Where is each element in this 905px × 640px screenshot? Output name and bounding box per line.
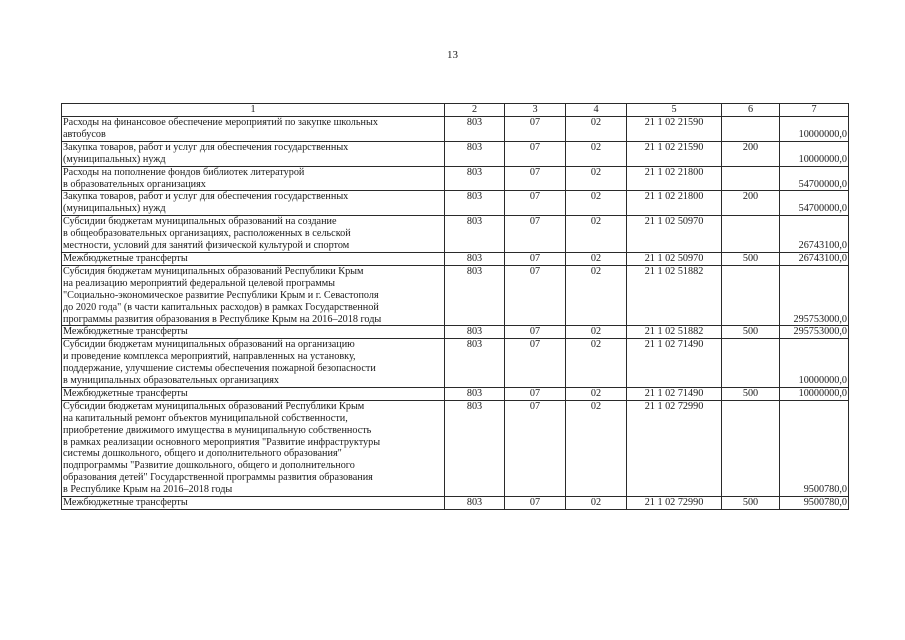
- table-row: [62, 252, 849, 265]
- subsection-code-cell: 02: [566, 400, 627, 496]
- ministry-code-cell: 803: [445, 339, 505, 388]
- table-row: [62, 166, 849, 191]
- target-article-cell: 21 1 02 21800: [627, 166, 722, 191]
- amount-cell: 9500780,0: [780, 497, 849, 510]
- expense-name-cell: Расходы на финансовое обеспечение мероприятий по закупке школьных автобусов: [62, 117, 445, 142]
- ministry-code-cell: 803: [445, 166, 505, 191]
- table-row: [62, 117, 849, 142]
- target-article-cell: 21 1 02 50970: [627, 252, 722, 265]
- column-header: 1: [62, 104, 445, 117]
- target-article-cell: 21 1 02 21800: [627, 191, 722, 216]
- section-code-cell: 07: [505, 265, 566, 326]
- amount-cell: 26743100,0: [780, 216, 849, 253]
- ministry-code-cell: 803: [445, 191, 505, 216]
- expense-name-cell: Межбюджетные трансферты: [62, 326, 445, 339]
- subsection-code-cell: 02: [566, 339, 627, 388]
- amount-cell: 10000000,0: [780, 117, 849, 142]
- section-code-cell: 07: [505, 400, 566, 496]
- ministry-code-cell: 803: [445, 326, 505, 339]
- column-header: 3: [505, 104, 566, 117]
- ministry-code-cell: 803: [445, 497, 505, 510]
- table-row: [62, 387, 849, 400]
- section-code-cell: 07: [505, 166, 566, 191]
- expense-type-cell: 200: [722, 141, 780, 166]
- expense-type-cell: [722, 216, 780, 253]
- column-header: 6: [722, 104, 780, 117]
- expense-type-cell: 500: [722, 387, 780, 400]
- amount-cell: 10000000,0: [780, 141, 849, 166]
- amount-cell: 26743100,0: [780, 252, 849, 265]
- ministry-code-cell: 803: [445, 400, 505, 496]
- ministry-code-cell: 803: [445, 252, 505, 265]
- subsection-code-cell: 02: [566, 141, 627, 166]
- budget-table: [61, 103, 849, 510]
- expense-type-cell: [722, 117, 780, 142]
- subsection-code-cell: 02: [566, 191, 627, 216]
- target-article-cell: 21 1 02 71490: [627, 387, 722, 400]
- section-code-cell: 07: [505, 252, 566, 265]
- target-article-cell: 21 1 02 51882: [627, 326, 722, 339]
- amount-cell: 54700000,0: [780, 166, 849, 191]
- expense-name-cell: Межбюджетные трансферты: [62, 387, 445, 400]
- expense-type-cell: [722, 400, 780, 496]
- expense-type-cell: 200: [722, 191, 780, 216]
- table-row: [62, 216, 849, 253]
- expense-name-cell: Субсидии бюджетам муниципальных образований на организацию и проведение комплекса мероприятий, направленных на установку, поддержание, улучшение системы обеспечения пожарной безопасности в муниципальных образовательных организациях: [62, 339, 445, 388]
- column-header: 4: [566, 104, 627, 117]
- expense-type-cell: [722, 265, 780, 326]
- expense-type-cell: [722, 339, 780, 388]
- section-code-cell: 07: [505, 387, 566, 400]
- subsection-code-cell: 02: [566, 252, 627, 265]
- target-article-cell: 21 1 02 21590: [627, 141, 722, 166]
- target-article-cell: 21 1 02 72990: [627, 497, 722, 510]
- target-article-cell: 21 1 02 50970: [627, 216, 722, 253]
- expense-name-cell: Закупка товаров, работ и услуг для обеспечения государственных (муниципальных) нужд: [62, 191, 445, 216]
- subsection-code-cell: 02: [566, 326, 627, 339]
- amount-cell: 9500780,0: [780, 400, 849, 496]
- target-article-cell: 21 1 02 72990: [627, 400, 722, 496]
- expense-type-cell: [722, 166, 780, 191]
- ministry-code-cell: 803: [445, 117, 505, 142]
- column-header: 5: [627, 104, 722, 117]
- expense-name-cell: Субсидия бюджетам муниципальных образований Республики Крым на реализацию мероприятий федеральной целевой программы "Социально-экономическое развитие Республики Крым и г. Севастополя до 2020 года" (в части капитальных расходов) в рамках Государственной программы развития образования в Республике Крым на 2016–2018 годы: [62, 265, 445, 326]
- table-row: [62, 326, 849, 339]
- expense-name-cell: Субсидии бюджетам муниципальных образований Республики Крым на капитальный ремонт объектов муниципальной собственности, приобретение движимого имущества в муниципальную собственность в рамках реализации основного мероприятия "Развитие инфраструктуры системы дошкольного, общего и дополнительного образования" подпрограммы "Развитие дошкольного, общего и дополнительного образования детей" Государственной программы развития образования в Республике Крым на 2016–2018 годы: [62, 400, 445, 496]
- table-row: [62, 141, 849, 166]
- ministry-code-cell: 803: [445, 387, 505, 400]
- expense-type-cell: 500: [722, 252, 780, 265]
- amount-cell: 10000000,0: [780, 387, 849, 400]
- column-header: 2: [445, 104, 505, 117]
- expense-name-cell: Межбюджетные трансферты: [62, 497, 445, 510]
- target-article-cell: 21 1 02 51882: [627, 265, 722, 326]
- table-row: [62, 497, 849, 510]
- ministry-code-cell: 803: [445, 141, 505, 166]
- table-row: [62, 339, 849, 388]
- subsection-code-cell: 02: [566, 166, 627, 191]
- table-row: [62, 191, 849, 216]
- subsection-code-cell: 02: [566, 265, 627, 326]
- ministry-code-cell: 803: [445, 265, 505, 326]
- target-article-cell: 21 1 02 21590: [627, 117, 722, 142]
- section-code-cell: 07: [505, 339, 566, 388]
- section-code-cell: 07: [505, 141, 566, 166]
- subsection-code-cell: 02: [566, 387, 627, 400]
- expense-name-cell: Субсидии бюджетам муниципальных образований на создание в общеобразовательных организациях, расположенных в сельской местности, условий для занятий физической культурой и спортом: [62, 216, 445, 253]
- target-article-cell: 21 1 02 71490: [627, 339, 722, 388]
- subsection-code-cell: 02: [566, 216, 627, 253]
- amount-cell: 54700000,0: [780, 191, 849, 216]
- amount-cell: 10000000,0: [780, 339, 849, 388]
- amount-cell: 295753000,0: [780, 326, 849, 339]
- section-code-cell: 07: [505, 216, 566, 253]
- table-row: [62, 265, 849, 326]
- section-code-cell: 07: [505, 117, 566, 142]
- table-row: [62, 400, 849, 496]
- table-header-row: [62, 104, 849, 117]
- expense-name-cell: Межбюджетные трансферты: [62, 252, 445, 265]
- amount-cell: 295753000,0: [780, 265, 849, 326]
- column-header: 7: [780, 104, 849, 117]
- section-code-cell: 07: [505, 191, 566, 216]
- ministry-code-cell: 803: [445, 216, 505, 253]
- section-code-cell: 07: [505, 497, 566, 510]
- subsection-code-cell: 02: [566, 497, 627, 510]
- expense-type-cell: 500: [722, 497, 780, 510]
- expense-name-cell: Расходы на пополнение фондов библиотек литературой в образовательных организациях: [62, 166, 445, 191]
- expense-type-cell: 500: [722, 326, 780, 339]
- section-code-cell: 07: [505, 326, 566, 339]
- subsection-code-cell: 02: [566, 117, 627, 142]
- expense-name-cell: Закупка товаров, работ и услуг для обеспечения государственных (муниципальных) нужд: [62, 141, 445, 166]
- page-number: 13: [447, 49, 458, 61]
